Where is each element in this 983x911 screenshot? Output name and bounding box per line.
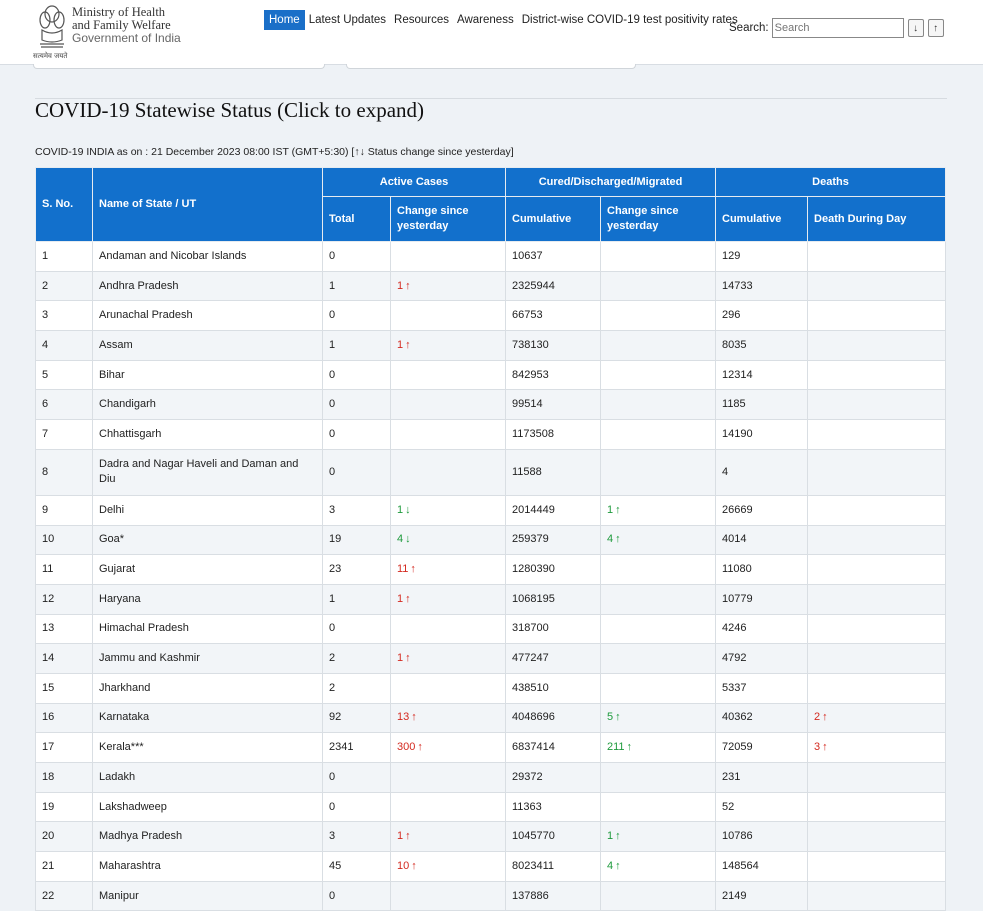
cell-death-during-day (808, 852, 946, 882)
table-row[interactable] (36, 614, 946, 644)
cell-deaths-cumulative: 231 (716, 763, 808, 793)
cell-sno: 12 (36, 584, 93, 614)
change-value (397, 652, 411, 664)
statewise-table (35, 167, 946, 911)
cell-state-name: Andhra Pradesh (93, 271, 323, 301)
cell-active-total: 0 (323, 763, 391, 793)
arrow-up-icon: ↑ (411, 711, 417, 724)
cell-cured-cumulative: 1173508 (506, 420, 601, 450)
cell-cured-cumulative: 842953 (506, 360, 601, 390)
cell-cured-change (601, 733, 716, 763)
change-value (814, 711, 828, 723)
cell-cured-cumulative: 8023411 (506, 852, 601, 882)
cell-death-during-day (808, 792, 946, 822)
cell-cured-change (601, 390, 716, 420)
cell-sno: 19 (36, 792, 93, 822)
cell-deaths-cumulative: 14733 (716, 271, 808, 301)
table-row[interactable] (36, 555, 946, 585)
cell-active-total: 0 (323, 301, 391, 331)
cell-sno: 20 (36, 822, 93, 852)
cell-state-name: Goa* (93, 525, 323, 555)
cell-active-total: 2 (323, 644, 391, 674)
cell-active-change (391, 301, 506, 331)
cell-cured-change (601, 360, 716, 390)
cell-deaths-cumulative: 4792 (716, 644, 808, 674)
cell-sno: 1 (36, 242, 93, 272)
table-row[interactable] (36, 271, 946, 301)
cell-death-during-day (808, 271, 946, 301)
cell-active-total: 3 (323, 822, 391, 852)
cell-state-name: Dadra and Nagar Haveli and Daman and Diu (93, 449, 323, 495)
cell-deaths-cumulative: 8035 (716, 331, 808, 361)
cell-cured-cumulative: 99514 (506, 390, 601, 420)
table-row[interactable] (36, 763, 946, 793)
cell-state-name: Manipur (93, 881, 323, 911)
change-number: 1 (397, 830, 404, 843)
change-value (397, 741, 423, 753)
cell-state-name: Kerala*** (93, 733, 323, 763)
arrow-up-icon: ↑ (411, 859, 417, 872)
cell-cured-change (601, 242, 716, 272)
cell-active-total: 2341 (323, 733, 391, 763)
cell-death-during-day (808, 763, 946, 793)
table-row[interactable] (36, 420, 946, 450)
cell-state-name: Madhya Pradesh (93, 822, 323, 852)
cell-cured-change (601, 703, 716, 733)
cell-deaths-cumulative: 26669 (716, 495, 808, 525)
header-active-change: Change since yesterday (391, 197, 506, 242)
cell-death-during-day (808, 301, 946, 331)
change-number: 4 (607, 533, 614, 546)
cell-active-change (391, 449, 506, 495)
card-stub-right (346, 64, 636, 69)
top-header (0, 0, 983, 65)
change-value (607, 504, 621, 516)
header-cured: Cured/Discharged/Migrated (506, 168, 716, 197)
cell-death-during-day (808, 644, 946, 674)
cell-deaths-cumulative: 72059 (716, 733, 808, 763)
arrow-up-icon: ↑ (615, 830, 621, 843)
cell-state-name: Assam (93, 331, 323, 361)
cell-active-change (391, 673, 506, 703)
cell-cured-cumulative: 6837414 (506, 733, 601, 763)
change-value (397, 830, 411, 842)
cell-sno: 8 (36, 449, 93, 495)
cell-active-total: 0 (323, 449, 391, 495)
cell-cured-change (601, 644, 716, 674)
arrow-up-icon: ↑ (615, 859, 621, 872)
change-value (397, 533, 411, 545)
table-row[interactable] (36, 242, 946, 272)
cell-death-during-day (808, 449, 946, 495)
arrow-up-icon: ↑ (615, 533, 621, 546)
nav-home[interactable]: Home (264, 10, 305, 30)
cell-cured-cumulative: 137886 (506, 881, 601, 911)
cell-death-during-day (808, 703, 946, 733)
cell-deaths-cumulative: 40362 (716, 703, 808, 733)
cell-active-change (391, 584, 506, 614)
change-value (607, 741, 632, 753)
search-prev-button[interactable]: ↑ (928, 19, 944, 37)
table-row[interactable] (36, 733, 946, 763)
change-number: 1 (607, 503, 614, 516)
cell-active-change (391, 271, 506, 301)
nav-district-positivity[interactable]: District-wise COVID-19 test positivity rates (521, 14, 738, 26)
arrow-up-icon: ↑ (405, 592, 411, 605)
cell-death-during-day (808, 822, 946, 852)
change-value (397, 711, 417, 723)
cell-active-total: 0 (323, 420, 391, 450)
cell-death-during-day (808, 881, 946, 911)
cell-cured-change (601, 301, 716, 331)
change-number: 3 (814, 741, 821, 754)
change-number: 5 (607, 711, 614, 724)
cell-deaths-cumulative: 148564 (716, 852, 808, 882)
change-value (814, 741, 828, 753)
cell-deaths-cumulative: 11080 (716, 555, 808, 585)
cell-cured-cumulative: 738130 (506, 331, 601, 361)
cell-sno: 5 (36, 360, 93, 390)
cell-cured-change (601, 555, 716, 585)
cell-active-change (391, 792, 506, 822)
change-number: 1 (397, 592, 404, 605)
cell-cured-change (601, 852, 716, 882)
cell-cured-cumulative: 11363 (506, 792, 601, 822)
cell-deaths-cumulative: 10779 (716, 584, 808, 614)
cell-sno: 14 (36, 644, 93, 674)
cell-cured-change (601, 822, 716, 852)
cell-active-change (391, 360, 506, 390)
cell-cured-change (601, 792, 716, 822)
cell-state-name: Jammu and Kashmir (93, 644, 323, 674)
cell-state-name: Haryana (93, 584, 323, 614)
cell-state-name: Arunachal Pradesh (93, 301, 323, 331)
cell-active-change (391, 242, 506, 272)
cell-active-total: 0 (323, 242, 391, 272)
cell-active-change (391, 852, 506, 882)
cell-active-total: 23 (323, 555, 391, 585)
cell-deaths-cumulative: 4246 (716, 614, 808, 644)
arrow-up-icon: ↑ (405, 652, 411, 665)
table-row[interactable] (36, 792, 946, 822)
table-row[interactable] (36, 525, 946, 555)
change-value (397, 563, 416, 575)
change-value (607, 860, 621, 872)
cell-active-change (391, 614, 506, 644)
ministry-name[interactable] (72, 6, 181, 45)
arrow-up-icon: ↑ (822, 741, 828, 754)
change-number: 1 (397, 503, 404, 516)
table-row[interactable] (36, 584, 946, 614)
cell-death-during-day (808, 614, 946, 644)
cell-deaths-cumulative: 129 (716, 242, 808, 272)
cell-death-during-day (808, 390, 946, 420)
cell-cured-change (601, 495, 716, 525)
arrow-up-icon: ↑ (410, 563, 416, 576)
search-input[interactable] (772, 18, 904, 38)
ministry-line-2: and Family Welfare (72, 18, 171, 32)
cell-active-total: 0 (323, 614, 391, 644)
cell-cured-cumulative: 477247 (506, 644, 601, 674)
table-row[interactable] (36, 881, 946, 911)
cell-sno: 18 (36, 763, 93, 793)
cell-sno: 10 (36, 525, 93, 555)
cell-deaths-cumulative: 4 (716, 449, 808, 495)
table-row[interactable] (36, 495, 946, 525)
search-bar (729, 18, 944, 38)
cell-death-during-day (808, 733, 946, 763)
main-nav (264, 10, 742, 30)
search-next-button[interactable]: ↓ (908, 19, 924, 37)
cell-active-change (391, 555, 506, 585)
change-number: 11 (397, 563, 409, 576)
cell-state-name: Jharkhand (93, 673, 323, 703)
cell-active-change (391, 822, 506, 852)
nav-awareness[interactable]: Awareness (457, 14, 514, 26)
cell-death-during-day (808, 555, 946, 585)
cell-active-total: 1 (323, 584, 391, 614)
change-value (607, 830, 621, 842)
cell-cured-change (601, 673, 716, 703)
change-number: 1 (397, 338, 404, 351)
government-of-india: Government of India (72, 31, 181, 45)
cell-cured-change (601, 584, 716, 614)
cell-cured-change (601, 525, 716, 555)
cell-active-change (391, 495, 506, 525)
cell-active-total: 0 (323, 390, 391, 420)
arrow-up-icon: ↑ (615, 503, 621, 516)
table-row[interactable] (36, 301, 946, 331)
change-number: 211 (607, 741, 625, 754)
emblem-caption: सत्यमेव जयते (33, 52, 68, 60)
page-title[interactable]: COVID-19 Statewise Status (Click to expand) (35, 98, 425, 122)
table-row[interactable] (36, 360, 946, 390)
cell-sno: 21 (36, 852, 93, 882)
cell-state-name: Chandigarh (93, 390, 323, 420)
change-value (397, 593, 411, 605)
cell-sno: 3 (36, 301, 93, 331)
cell-sno: 13 (36, 614, 93, 644)
change-value (397, 339, 411, 351)
cell-cured-cumulative: 11588 (506, 449, 601, 495)
status-timestamp: COVID-19 INDIA as on : 21 December 2023 08:00 IST (GMT+5:30) [↑↓ Status change since yesterday] (35, 146, 514, 158)
search-label: Search: (729, 22, 769, 34)
cell-active-change (391, 881, 506, 911)
cell-active-change (391, 703, 506, 733)
header-state-name: Name of State / UT (93, 168, 323, 242)
header-active-cases: Active Cases (323, 168, 506, 197)
cell-cured-change (601, 331, 716, 361)
arrow-down-icon: ↓ (405, 503, 411, 516)
cell-death-during-day (808, 331, 946, 361)
cell-cured-cumulative: 1280390 (506, 555, 601, 585)
cell-cured-change (601, 271, 716, 301)
table-row[interactable] (36, 390, 946, 420)
cell-cured-change (601, 881, 716, 911)
change-value (607, 711, 621, 723)
arrow-down-icon: ↓ (405, 533, 411, 546)
header-death-during-day: Death During Day (808, 197, 946, 242)
cell-deaths-cumulative: 52 (716, 792, 808, 822)
arrow-up-icon: ↑ (405, 279, 411, 292)
cell-state-name: Lakshadweep (93, 792, 323, 822)
cell-cured-change (601, 763, 716, 793)
cell-active-change (391, 331, 506, 361)
cell-deaths-cumulative: 4014 (716, 525, 808, 555)
change-number: 300 (397, 741, 416, 754)
cell-death-during-day (808, 673, 946, 703)
nav-latest-updates[interactable]: Latest Updates (308, 14, 387, 26)
cell-death-during-day (808, 495, 946, 525)
arrow-up-icon: ↑ (405, 830, 411, 843)
cell-cured-cumulative: 2325944 (506, 271, 601, 301)
cell-cured-cumulative: 29372 (506, 763, 601, 793)
cell-sno: 6 (36, 390, 93, 420)
cell-cured-cumulative: 1068195 (506, 584, 601, 614)
table-row[interactable] (36, 852, 946, 882)
cell-sno: 11 (36, 555, 93, 585)
cell-active-change (391, 420, 506, 450)
cell-active-total: 0 (323, 360, 391, 390)
cell-sno: 15 (36, 673, 93, 703)
nav-resources[interactable]: Resources (394, 14, 450, 26)
change-number: 1 (607, 830, 614, 843)
header-cured-change: Change since yesterday (601, 197, 716, 242)
header-deaths: Deaths (716, 168, 946, 197)
cell-active-change (391, 763, 506, 793)
cell-sno: 2 (36, 271, 93, 301)
header-deaths-cumulative: Cumulative (716, 197, 808, 242)
cell-deaths-cumulative: 1185 (716, 390, 808, 420)
cell-sno: 16 (36, 703, 93, 733)
cell-deaths-cumulative: 14190 (716, 420, 808, 450)
cell-state-name: Chhattisgarh (93, 420, 323, 450)
cell-state-name: Andaman and Nicobar Islands (93, 242, 323, 272)
cell-active-total: 2 (323, 673, 391, 703)
cell-active-total: 45 (323, 852, 391, 882)
cell-active-total: 1 (323, 271, 391, 301)
cell-active-change (391, 733, 506, 763)
cell-active-total: 3 (323, 495, 391, 525)
header-sno: S. No. (36, 168, 93, 242)
change-value (397, 280, 411, 292)
table-row[interactable] (36, 673, 946, 703)
change-number: 13 (397, 711, 410, 724)
cell-deaths-cumulative: 2149 (716, 881, 808, 911)
change-value (397, 860, 417, 872)
cell-death-during-day (808, 525, 946, 555)
change-value (397, 504, 411, 516)
national-emblem-icon (36, 2, 68, 58)
table-row[interactable] (36, 644, 946, 674)
cell-active-total: 0 (323, 792, 391, 822)
change-number: 2 (814, 711, 821, 724)
cell-cured-change (601, 614, 716, 644)
header-cured-cumulative: Cumulative (506, 197, 601, 242)
table-row[interactable] (36, 331, 946, 361)
cell-active-total: 0 (323, 881, 391, 911)
cell-cured-change (601, 449, 716, 495)
cell-cured-cumulative: 4048696 (506, 703, 601, 733)
arrow-up-icon: ↑ (626, 741, 633, 754)
card-stub-left (33, 64, 325, 69)
arrow-up-icon: ↑ (405, 338, 411, 351)
cell-state-name: Karnataka (93, 703, 323, 733)
cell-sno: 7 (36, 420, 93, 450)
cell-death-during-day (808, 360, 946, 390)
cell-cured-cumulative: 318700 (506, 614, 601, 644)
cell-state-name: Bihar (93, 360, 323, 390)
change-number: 1 (397, 279, 404, 292)
cell-deaths-cumulative: 12314 (716, 360, 808, 390)
change-number: 4 (607, 859, 614, 872)
cell-active-change (391, 525, 506, 555)
header-active-total: Total (323, 197, 391, 242)
cell-active-total: 92 (323, 703, 391, 733)
change-value (607, 533, 621, 545)
cell-deaths-cumulative: 10786 (716, 822, 808, 852)
cell-sno: 22 (36, 881, 93, 911)
cell-cured-change (601, 420, 716, 450)
cell-sno: 17 (36, 733, 93, 763)
cell-sno: 4 (36, 331, 93, 361)
cell-death-during-day (808, 584, 946, 614)
cell-state-name: Delhi (93, 495, 323, 525)
table-row[interactable] (36, 822, 946, 852)
cell-active-change (391, 644, 506, 674)
cell-deaths-cumulative: 296 (716, 301, 808, 331)
cell-cured-cumulative: 2014449 (506, 495, 601, 525)
cell-active-total: 19 (323, 525, 391, 555)
cell-active-total: 1 (323, 331, 391, 361)
cell-deaths-cumulative: 5337 (716, 673, 808, 703)
cell-death-during-day (808, 242, 946, 272)
change-number: 10 (397, 859, 410, 872)
cell-cured-cumulative: 259379 (506, 525, 601, 555)
cell-sno: 9 (36, 495, 93, 525)
change-number: 1 (397, 652, 404, 665)
arrow-up-icon: ↑ (822, 711, 828, 724)
cell-death-during-day (808, 420, 946, 450)
cell-cured-cumulative: 438510 (506, 673, 601, 703)
cell-cured-cumulative: 10637 (506, 242, 601, 272)
cell-state-name: Himachal Pradesh (93, 614, 323, 644)
cell-state-name: Maharashtra (93, 852, 323, 882)
arrow-up-icon: ↑ (615, 711, 621, 724)
cell-cured-cumulative: 66753 (506, 301, 601, 331)
cell-state-name: Ladakh (93, 763, 323, 793)
table-row[interactable] (36, 703, 946, 733)
cell-cured-cumulative: 1045770 (506, 822, 601, 852)
arrow-up-icon: ↑ (417, 741, 423, 754)
cell-active-change (391, 390, 506, 420)
change-number: 4 (397, 533, 404, 546)
cell-state-name: Gujarat (93, 555, 323, 585)
table-row[interactable] (36, 449, 946, 495)
ministry-line-1: Ministry of Health (72, 5, 166, 19)
